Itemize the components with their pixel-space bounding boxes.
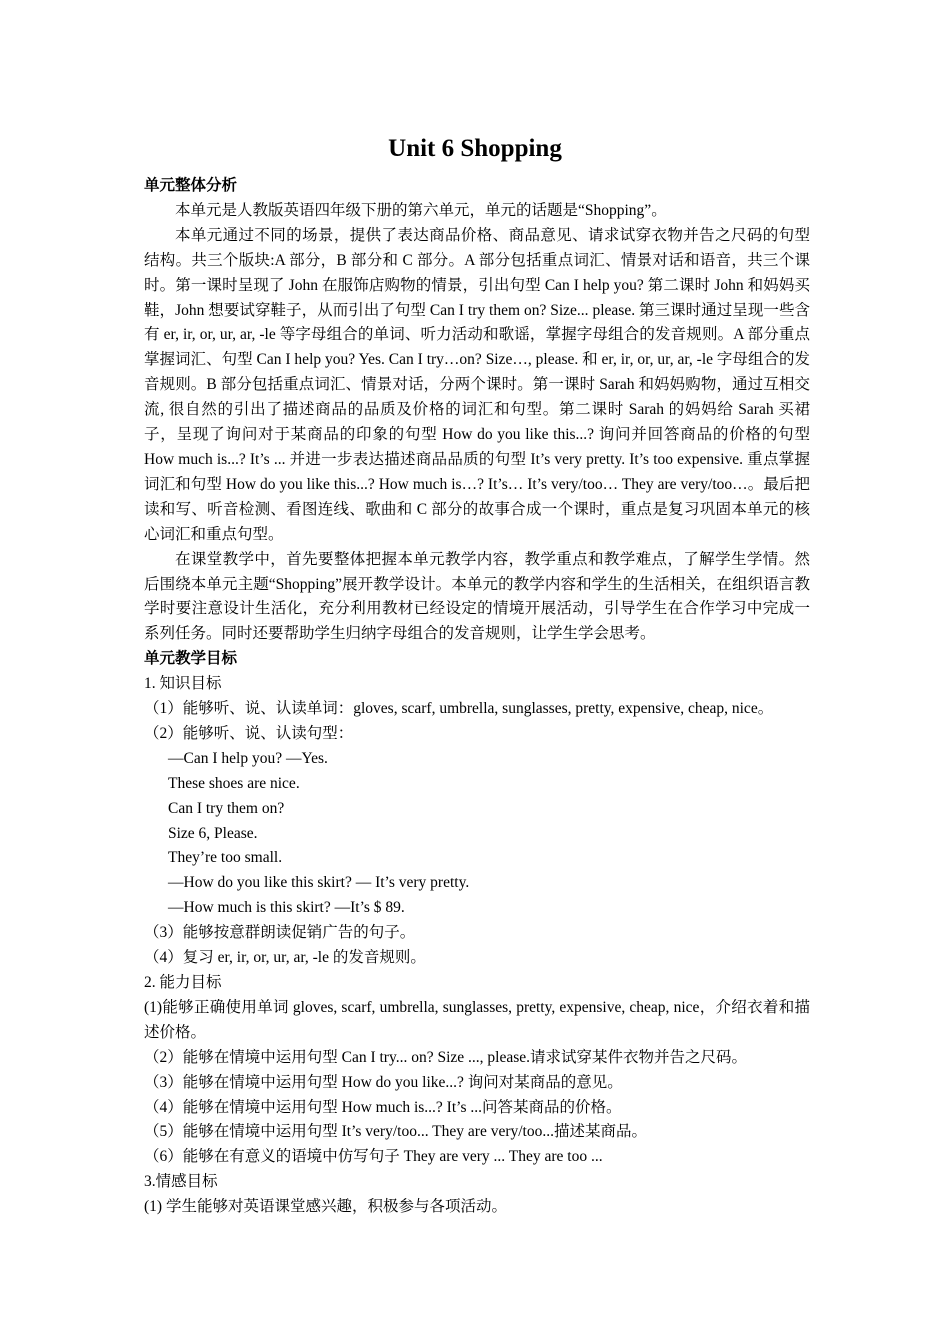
knowledge-item-4: （4）复习 er, ir, or, ur, ar, -le 的发音规则。: [144, 949, 426, 967]
sentence-pattern: Size 6, Please.: [168, 824, 258, 842]
sentence-pattern: These shoes are nice.: [168, 774, 300, 792]
ability-item-5: （5）能够在情境中运用句型 It’s very/too... They are very/too...描述某商品。: [144, 1123, 647, 1141]
analysis-paragraph-1: 本单元是人教版英语四年级下册的第六单元，单元的话题是“Shopping”。: [175, 201, 667, 219]
document-body: [144, 174, 810, 1220]
knowledge-objectives-title: 1. 知识目标: [144, 675, 222, 693]
section-heading-objectives: 单元教学目标: [144, 650, 238, 668]
page-title: Unit 6 Shopping: [388, 135, 562, 162]
section-heading-analysis: 单元整体分析: [144, 177, 238, 194]
emotion-objectives-title: 3.情感目标: [144, 1173, 218, 1191]
ability-item-4: （4）能够在情境中运用句型 How much is...? It’s ...问答某商品的价格。: [144, 1098, 622, 1116]
knowledge-item-2: （2）能够听、说、认读句型：: [144, 724, 354, 742]
knowledge-item-1: （1）能够听、说、认读单词：gloves, scarf, umbrella, sunglasses, pretty, expensive, cheap, nice。: [144, 700, 774, 718]
ability-item-2: （2）能够在情境中运用句型 Can I try... on? Size ..., please.请求试穿某件衣物并告之尺码。: [144, 1048, 748, 1066]
knowledge-item-3: （3）能够按意群朗读促销广告的句子。: [144, 924, 416, 942]
ability-item-6: （6）能够在有意义的语境中仿写句子 They are very ... They are too ...: [144, 1148, 603, 1166]
sentence-pattern: —How do you like this skirt? — It’s very pretty.: [168, 874, 470, 892]
sentence-pattern: —How much is this skirt? —It’s $ 89.: [168, 899, 405, 917]
emotion-item-1: (1) 学生能够对英语课堂感兴趣，积极参与各项活动。: [144, 1198, 507, 1216]
sentence-pattern: —Can I help you? —Yes.: [168, 749, 328, 767]
ability-objectives-title: 2. 能力目标: [144, 974, 222, 991]
sentence-pattern: They’re too small.: [168, 849, 283, 867]
analysis-paragraph-2: 本单元通过不同的场景，提供了表达商品价格、商品意见、请求试穿衣物并告之尺码的句型结构。共三个版块:A 部分，B 部分和 C 部分。A 部分包括重点词汇、情景对话和语音，共三个课时。第一课时呈现了 John 在服饰店购物的情景，引出句型 Can I help you? 第二课时 John 和妈妈买鞋，John 想要试穿鞋子，从而引出了句型 Can I try them on? Size... please. 第三课时通过呈现一些含有 er, ir, or, ur, ar, -le 等字母组合的单词、听力活动和歌谣，掌握字母组合的发音规则。A 部分重点掌握词汇、句型 Can I help you? Yes. Can I try…on? Size…, please. 和 er, ir, or, ur, ar, -le 字母组合的发音规则。B 部分包括重点词汇、情景对话，分两个课时。第一课时 Sarah 和妈妈购物，通过互相交流, 很自然的引出了描述商品的品质及价格的词汇和句型。第二课时 Sarah 的妈妈给 Sarah 买裙子，呈现了询问对于某商品的印象的句型 How do you like this...? 询问并回答商品的价格的句型 How much is...? It’s ... 并进一步表达描述商品品质的句型 It’s very pretty. It’s too expensive. 重点掌握词汇和句型 How do you like this...? How much is…? It’s… It’s very/too… They are very/too…。最后把读和写、听音检测、看图连线、歌曲和 C 部分的故事合成一个课时，重点是复习巩固本单元的核心词汇和重点句型。: [144, 226, 810, 543]
ability-item-1: (1)能够正确使用单词 gloves, scarf, umbrella, sunglasses, pretty, expensive, cheap, nice，介绍衣着和描述价格。: [144, 998, 810, 1041]
sentence-pattern: Can I try them on?: [168, 799, 285, 817]
ability-item-3: （3）能够在情境中运用句型 How do you like...? 询问对某商品的意见。: [144, 1073, 623, 1091]
analysis-paragraph-3: 在课堂教学中，首先要整体把握本单元教学内容，教学重点和教学难点，了解学生学情。然后围绕本单元主题“Shopping”展开教学设计。本单元的教学内容和学生的生活相关，在组织语言教学时要注意设计生活化，充分利用教材已经设定的情境开展活动，引导学生在合作学习中完成一系列任务。同时还要帮助学生归纳字母组合的发音规则，让学生学会思考。: [144, 550, 810, 643]
